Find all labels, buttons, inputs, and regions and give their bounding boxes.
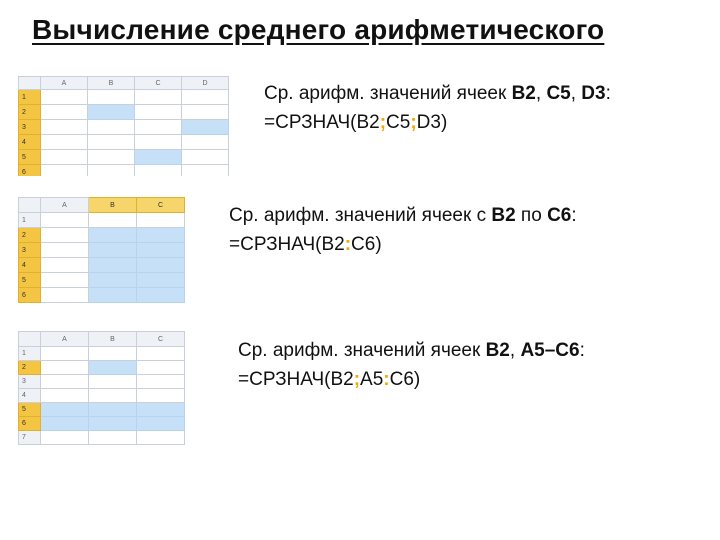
cell-d6 [182,165,229,177]
formula-part: D3) [416,112,448,133]
column-header-a: A [41,198,89,213]
selected-cell-b2 [88,105,135,120]
cell-a2 [41,228,89,243]
cell-d1 [182,90,229,105]
selected-cell-c5 [137,403,185,417]
selected-cell-b6 [89,417,137,431]
cell-b3 [89,375,137,389]
cell-c7 [137,431,185,445]
selected-cell-c5 [137,273,185,288]
row-header-2: 2 [19,228,41,243]
formula-part: =СРЗНАЧ(B2 [264,112,380,133]
row-header-5: 5 [19,150,41,165]
cell-c1 [135,90,182,105]
selected-cell-b2 [89,228,137,243]
selected-cell-c6 [137,288,185,303]
cell-a2 [41,105,88,120]
row-header-4: 4 [19,135,41,150]
caption-prefix: Ср. арифм. значений ячеек с [229,205,492,226]
cell-b1 [88,90,135,105]
row-header-3: 3 [19,375,41,389]
caption-colon: : [605,83,611,104]
selected-cell-b6 [89,288,137,303]
cell-a1 [41,213,89,228]
corner-cell [19,198,41,213]
formula-part: A5 [360,369,384,390]
cell-d5 [182,150,229,165]
formula-part: C5 [386,112,411,133]
row-header-4: 4 [19,389,41,403]
selected-cell-b4 [89,258,137,273]
cell-d4 [182,135,229,150]
caption-colon: : [571,205,577,226]
row-header-5: 5 [19,273,41,288]
cell-c3 [137,375,185,389]
cell-a3 [41,375,89,389]
cell-c1 [137,213,185,228]
cell-b6 [88,165,135,177]
cell-a4 [41,389,89,403]
caption-line [229,201,577,230]
selected-cell-c6 [137,417,185,431]
cell-ref: D3 [581,83,606,104]
cell-a5 [41,273,89,288]
caption-prefix: Ср. арифм. значений ячеек [264,83,512,104]
cell-a3 [41,120,88,135]
cell-b4 [89,389,137,403]
page-title: Вычисление среднего арифметического [32,14,605,45]
formula-semicolon: ; [353,369,361,390]
row-header-1: 1 [19,90,41,105]
row-header-3: 3 [19,243,41,258]
caption-example-2 [229,201,577,259]
cell-a1 [41,90,88,105]
formula-part: C6) [389,369,421,390]
cell-a5 [41,150,88,165]
caption-example-1 [264,79,611,137]
cell-c4 [135,135,182,150]
selected-cell-c2 [137,228,185,243]
column-header-c: C [137,198,185,213]
selected-cell-b3 [89,243,137,258]
column-header-a: A [41,332,89,347]
formula-part: =СРЗНАЧ(B2 [229,234,345,255]
column-header-a: A [41,77,88,90]
selected-cell-a5 [41,403,89,417]
cell-ref: C6 [547,205,572,226]
row-header-2: 2 [19,105,41,120]
selected-cell-c5 [135,150,182,165]
cell-d2 [182,105,229,120]
row-header-4: 4 [19,258,41,273]
cell-b4 [88,135,135,150]
formula-line [264,108,611,137]
spreadsheet-example-3 [18,331,186,445]
spreadsheet-example-1 [18,76,243,176]
corner-cell [19,332,41,347]
cell-a3 [41,243,89,258]
formula-line [238,365,585,394]
row-header-1: 1 [19,347,41,361]
range-ref: A5–C6 [520,340,580,361]
selected-cell-b5 [89,403,137,417]
column-header-b: B [88,77,135,90]
cell-c2 [137,361,185,375]
caption-separator: по [515,205,548,226]
cell-c6 [135,165,182,177]
formula-semicolon: ; [379,112,387,133]
cell-c3 [135,120,182,135]
cell-a2 [41,361,89,375]
cell-a1 [41,347,89,361]
column-header-c: C [137,332,185,347]
formula-part: =СРЗНАЧ(B2 [238,369,354,390]
row-header-5: 5 [19,403,41,417]
selected-cell-b5 [89,273,137,288]
row-header-6: 6 [19,165,41,177]
caption-prefix: Ср. арифм. значений ячеек [238,340,486,361]
cell-ref: B2 [485,340,510,361]
row-header-6: 6 [19,417,41,431]
selected-cell-b2 [89,361,137,375]
cell-ref: B2 [491,205,516,226]
formula-line [229,230,577,259]
row-header-6: 6 [19,288,41,303]
column-header-c: C [135,77,182,90]
caption-separator: , [535,83,547,104]
cell-a7 [41,431,89,445]
formula-part: C6) [351,234,382,255]
selected-cell-d3 [182,120,229,135]
cell-a6 [41,288,89,303]
caption-colon: : [579,340,585,361]
cell-b5 [88,150,135,165]
caption-separator: , [509,340,521,361]
spreadsheet-example-2 [18,197,186,305]
formula-colon: : [344,234,352,255]
formula-colon: : [383,369,390,390]
caption-line [264,79,611,108]
cell-ref: B2 [511,83,536,104]
cell-b1 [89,213,137,228]
cell-c2 [135,105,182,120]
column-header-b: B [89,332,137,347]
cell-a4 [41,258,89,273]
row-header-7: 7 [19,431,41,445]
column-header-b: B [89,198,137,213]
corner-cell [19,77,41,90]
cell-b1 [89,347,137,361]
caption-line [238,336,585,365]
caption-example-3 [238,336,585,394]
cell-ref: C5 [546,83,571,104]
cell-c4 [137,389,185,403]
cell-b3 [88,120,135,135]
cell-a4 [41,135,88,150]
row-header-2: 2 [19,361,41,375]
selected-cell-c3 [137,243,185,258]
caption-separator: , [570,83,582,104]
selected-cell-c4 [137,258,185,273]
selected-cell-a6 [41,417,89,431]
formula-semicolon: ; [410,112,417,133]
row-header-1: 1 [19,213,41,228]
cell-b7 [89,431,137,445]
column-header-d: D [182,77,229,90]
cell-c1 [137,347,185,361]
cell-a6 [41,165,88,177]
row-header-3: 3 [19,120,41,135]
